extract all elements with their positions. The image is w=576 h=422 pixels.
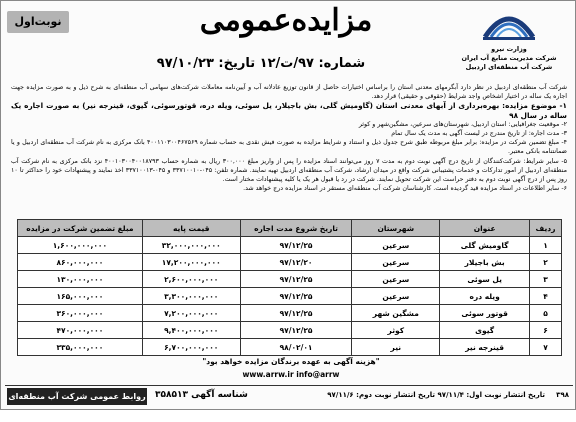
cell-row-no: ۴: [530, 288, 562, 305]
table-row: [18, 322, 562, 339]
cell-base-price: ۲,۶۰۰,۰۰۰,۰۰۰: [142, 271, 240, 288]
cell-title: بش باجیلار: [440, 254, 530, 271]
table-row: [18, 288, 562, 305]
cell-row-no: ۳: [530, 271, 562, 288]
header-guarantee: مبلغ تضمین شرکت در مزایده: [18, 220, 143, 237]
website-email: www.arrw.ir info@arrw: [242, 370, 340, 379]
cell-city: کوثر: [352, 322, 440, 339]
cell-base-price: ۳,۳۰۰,۰۰۰,۰۰۰: [142, 288, 240, 305]
notice-body: [11, 83, 567, 193]
cell-title: گاومیش گلی: [440, 237, 530, 254]
cell-city: سرعین: [352, 271, 440, 288]
table-row: [18, 271, 562, 288]
cell-base-price: ۳۲,۰۰۰,۰۰۰,۰۰۰: [142, 237, 240, 254]
cell-row-no: ۶: [530, 322, 562, 339]
cell-title: یل سوئی: [440, 271, 530, 288]
cell-row-no: ۲: [530, 254, 562, 271]
item-location: ۲- موقعیت جغرافیایی: استان اردبیل، شهرستان‌های سرعین، مشگین‌شهر و کوثر: [358, 120, 567, 128]
cell-city: نیر: [352, 339, 440, 356]
cell-start-date: ۹۷/۱۲/۲۵: [240, 288, 352, 305]
cell-title: قینرجه نیر: [440, 339, 530, 356]
water-company-logo-icon: [479, 7, 539, 43]
cell-start-date: ۹۷/۱۲/۲۰: [240, 254, 352, 271]
notice-number-date: شماره: ۹۷/ت/۱۲ تاریخ: ۹۷/۱۰/۲۳: [156, 56, 366, 71]
cell-base-price: ۷,۲۰۰,۰۰۰,۰۰۰: [142, 305, 240, 322]
org-logo-block: [449, 5, 569, 85]
cell-row-no: ۵: [530, 305, 562, 322]
public-relations-label: روابط عمومی شرکت آب منطقه‌ای اردبیل: [7, 388, 147, 405]
item-subject: ۱- موضوع مزایده: بهره‌برداری از آبهای معدنی استان (گاومیش گلی، بش باجیلار، یل سوئی، ویله دره، قوتورسوئی، گیوی، قینرجه نیر) به صورت اجاره یک ساله در سال ۹۸: [11, 101, 567, 120]
cell-title: قوتور سوئی: [440, 305, 530, 322]
cell-city: مشگین شهر: [352, 305, 440, 322]
cell-title: گیوی: [440, 322, 530, 339]
cell-start-date: ۹۷/۱۲/۲۵: [240, 322, 352, 339]
header-city: شهرستان: [352, 220, 440, 237]
cell-base-price: ۶,۷۰۰,۰۰۰,۰۰۰: [142, 339, 240, 356]
header-start-date: تاریخ شروع مدت اجاره: [240, 220, 352, 237]
org-ministry: وزارت نیرو: [491, 45, 527, 53]
cell-city: سرعین: [352, 237, 440, 254]
intro-paragraph: شرکت آب منطقه‌ای اردبیل در نظر دارد آبگرمهای معدنی استان را براساس اختیارات حاصل از قانون توزیع عادلانه آب و آیین‌نامه معاملات شرکت‌های سهامی آب منطقه‌ای به شرح ذیل و به صورت مزایده جهت اجاره یک ساله در اختیار اشخاص واجد شرایط (حقوقی و حقیقی) قرار دهد.: [11, 84, 567, 101]
cell-city: سرعین: [352, 254, 440, 271]
bottom-bar: [5, 385, 573, 418]
cell-guarantee: ۳۳۵,۰۰۰,۰۰۰: [18, 339, 143, 356]
cell-guarantee: ۴۷۰,۰۰۰,۰۰۰: [18, 322, 143, 339]
table-header-row: [18, 220, 562, 237]
org-name: شرکت آب منطقه‌ای اردبیل: [465, 63, 553, 71]
table-row: [18, 237, 562, 254]
fee-note: "هزینه آگهی به عهده برندگان مزایده خواهد بود": [202, 357, 380, 366]
table-row: [18, 305, 562, 322]
auction-items-table: [17, 219, 562, 356]
page-title: مزایده‌عمومی: [199, 3, 373, 38]
cell-start-date: ۹۷/۱۲/۲۵: [240, 271, 352, 288]
publication-dates: تاریخ انتشار نوبت اول: ۹۷/۱۱/۴ تاریخ انتشار نوبت دوم: ۹۷/۱۱/۶: [327, 391, 545, 399]
cell-guarantee: ۱,۶۰۰,۰۰۰,۰۰۰: [18, 237, 143, 254]
org-parent: شرکت مدیریت منابع آب ایران: [461, 54, 557, 62]
header-row-no: ردیف: [530, 220, 562, 237]
header-base-price: قیمت پایه: [142, 220, 240, 237]
cell-start-date: ۹۷/۱۲/۲۵: [240, 237, 352, 254]
item-guarantee: ۴- مبلغ تضمین شرکت در مزایده: برابر مبلغ مربوطه طبق شرح جدول ذیل و استناد و شرایط مزایده به صورت فیش نقدی به حساب شماره ۴۰۰۱۱۰۳۰۰۴۶۷۵۶۹ بانک مرکزی به نام شرکت آب منطقه‌ای اردبیل و یا ضمانتنامه بانکی معتبر.: [11, 139, 567, 156]
cell-row-no: ۷: [530, 339, 562, 356]
cell-start-date: ۹۷/۱۲/۲۵: [240, 305, 352, 322]
item-other-info: ۶- سایر اطلاعات در اسناد مزایده قید گردیده است. کارشناسان شرکت آب منطقه‌ای مستقر در اسناد مزایده درج خواهد شد.: [243, 185, 567, 193]
table-row: [18, 339, 562, 356]
cell-base-price: ۱۷,۲۰۰,۰۰۰,۰۰۰: [142, 254, 240, 271]
header-title: عنوان: [440, 220, 530, 237]
cell-guarantee: ۳۶۰,۰۰۰,۰۰۰: [18, 305, 143, 322]
cell-base-price: ۹,۴۰۰,۰۰۰,۰۰۰: [142, 322, 240, 339]
page-number: ۳۹۸: [556, 391, 569, 399]
cell-city: سرعین: [352, 288, 440, 305]
cell-guarantee: ۱۳۰,۰۰۰,۰۰۰: [18, 271, 143, 288]
cell-guarantee: ۱۶۵,۰۰۰,۰۰۰: [18, 288, 143, 305]
cell-title: ویله دره: [440, 288, 530, 305]
ad-identifier: شناسه آگهی ۳۵۸۵۱۳: [155, 390, 248, 400]
round-badge: نوبت‌اول: [7, 11, 69, 33]
table-row: [18, 254, 562, 271]
cell-start-date: ۹۸/۰۲/۰۱: [240, 339, 352, 356]
item-conditions: ۵- سایر شرایط: شرکت‌کنندگان از تاریخ درج آگهی نوبت دوم به مدت ۷ روز می‌توانند اسناد مزایده را پس از واریز مبلغ ۳۰۰,۰۰۰ ریال به شماره حساب ۴۰۰۱۰۳۰۰۴۰۰۱۸۷۹۳ نزد بانک مرکزی به نام شرکت آب منطقه‌ای اردبیل از امور تدارکات و خدمات پشتیبانی شرکت واقع در میدان ارشاد، شرکت آب منطقه‌ای اردبیل تهیه نمایند. شماره تلفن: ۰۴۵-۳۳۷۱۰۰۱۰ و ۰۴۵-۳۳۷۱۰۰۱۳ اخذ نمایند و پیشنهادات خود را حداکثر تا ۱۰ روز پس از درج آگهی نوبت دوم به دفتر حراست این شرکت تحویل نمایند. شرکت در رد یا قبول هر یک یا کلیه پیشنهادات مختار است.: [11, 157, 568, 184]
cell-guarantee: ۸۶۰,۰۰۰,۰۰۰: [18, 254, 143, 271]
cell-row-no: ۱: [530, 237, 562, 254]
item-duration: ۳- مدت اجاره: از تاریخ مندرج در لیست آگهی به مدت یک سال تمام: [391, 130, 567, 138]
